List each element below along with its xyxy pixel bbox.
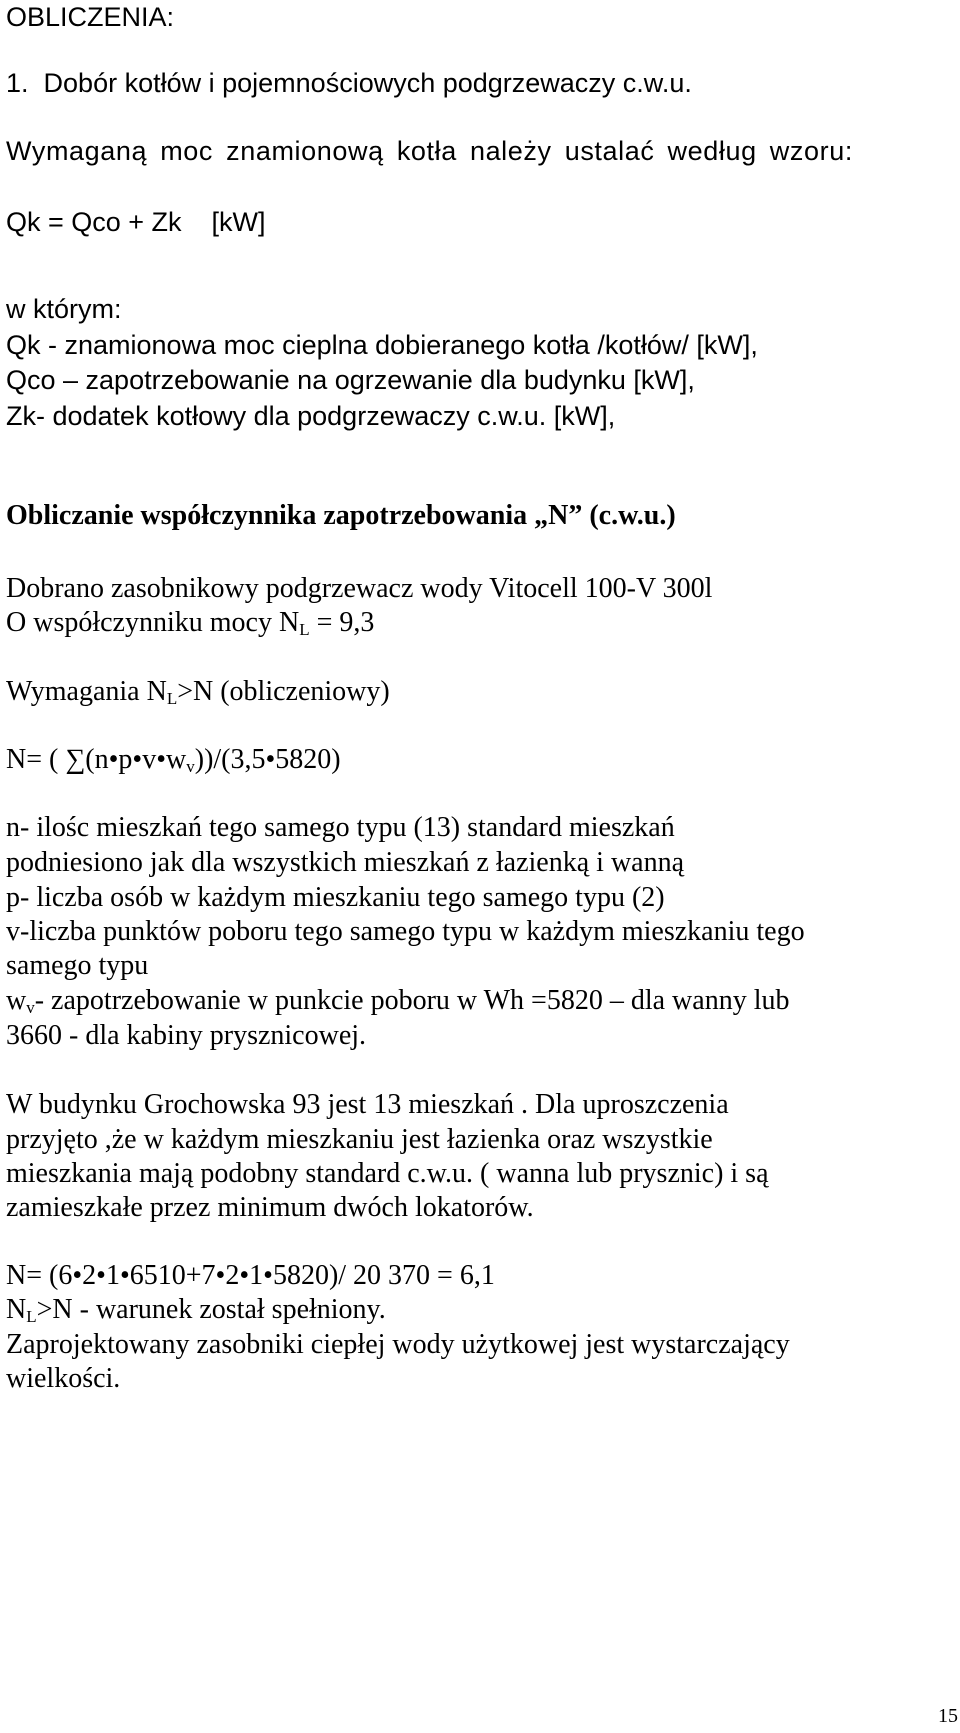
- n-formula-subscript: v: [186, 757, 195, 776]
- coefficient-line: [6, 609, 374, 637]
- building-line-3: mieszkania mają podobny standard c.w.u. ( wanna lub prysznic) i są: [6, 1158, 769, 1189]
- param-v: v-liczba punktów poboru tego samego typu w każdym mieszkaniu tego: [6, 916, 805, 947]
- condition-line: [6, 1296, 386, 1324]
- param-wv-continued: 3660 - dla kabiny prysznicowej.: [6, 1020, 367, 1051]
- definition-zk: Zk- dodatek kotłowy dla podgrzewaczy c.w.u. [kW],: [6, 401, 616, 431]
- conclusion-line-2: wielkości.: [6, 1363, 121, 1394]
- requirement-line: [6, 678, 390, 706]
- building-line-2: przyjęto ,że w każdym mieszkaniu jest łazienka oraz wszystkie: [6, 1124, 713, 1155]
- subheading: Obliczanie współczynnika zapotrzebowania „N” (c.w.u.): [6, 500, 676, 531]
- requirement-prefix: Wymagania N: [6, 676, 167, 707]
- n-formula: [6, 746, 341, 774]
- condition-suffix: >N - warunek został spełniony.: [36, 1294, 386, 1325]
- document-heading: OBLICZENIA:: [6, 2, 175, 32]
- param-p: p- liczba osób w każdym mieszkaniu tego samego typu (2): [6, 882, 665, 913]
- requirement-subscript: L: [166, 689, 178, 708]
- coef-subscript: L: [299, 620, 310, 639]
- definition-qk: Qk - znamionowa moc cieplna dobieranego kotła /kotłów/ [kW],: [6, 330, 758, 360]
- building-line-1: W budynku Grochowska 93 jest 13 mieszkań . Dla uproszczenia: [6, 1089, 729, 1120]
- building-line-4: zamieszkałe przez minimum dwóch lokatorów.: [6, 1192, 534, 1223]
- param-n-continued: podniesiono jak dla wszystkich mieszkań z łazienką i wanną: [6, 847, 685, 878]
- formula-qk: Qk = Qco + Zk [kW]: [6, 207, 266, 237]
- n-formula-prefix: N= ( ∑(n•p•v•w: [6, 744, 187, 775]
- definition-qco: Qco – zapotrzebowanie na ogrzewanie dla budynku [kW],: [6, 365, 695, 395]
- conclusion-line-1: Zaprojektowany zasobniki ciepłej wody użytkowej jest wystarczający: [6, 1329, 790, 1360]
- intro-text: Wymaganą moc znamionową kotła należy ustalać według wzoru:: [6, 136, 853, 166]
- condition-prefix: N: [6, 1294, 27, 1325]
- coef-prefix: O współczynniku mocy N: [6, 607, 300, 638]
- condition-subscript: L: [26, 1307, 37, 1326]
- wv-subscript: v: [26, 998, 35, 1017]
- n-formula-suffix: ))/(3,5•5820): [194, 744, 341, 775]
- param-wv: [6, 987, 789, 1015]
- section-title: [6, 70, 692, 97]
- section-title-text: Dobór kotłów i pojemnościowych podgrzewaczy c.w.u.: [43, 68, 692, 98]
- param-n: n- ilośc mieszkań tego samego typu (13) standard mieszkań: [6, 812, 675, 843]
- param-v-continued: samego typu: [6, 950, 149, 981]
- page-number: 15: [938, 1705, 958, 1727]
- calculation-line: N= (6•2•1•6510+7•2•1•5820)/ 20 370 = 6,1: [6, 1260, 495, 1291]
- requirement-suffix: >N (obliczeniowy): [177, 676, 390, 707]
- wv-prefix: w: [6, 985, 27, 1016]
- section-number: 1.: [6, 68, 29, 98]
- where-label: w którym:: [6, 294, 122, 324]
- heater-line: Dobrano zasobnikowy podgrzewacz wody Vitocell 100-V 300l: [6, 573, 713, 604]
- wv-suffix: - zapotrzebowanie w punkcie poboru w Wh =5820 – dla wanny lub: [34, 985, 790, 1016]
- coef-suffix: = 9,3: [309, 607, 375, 638]
